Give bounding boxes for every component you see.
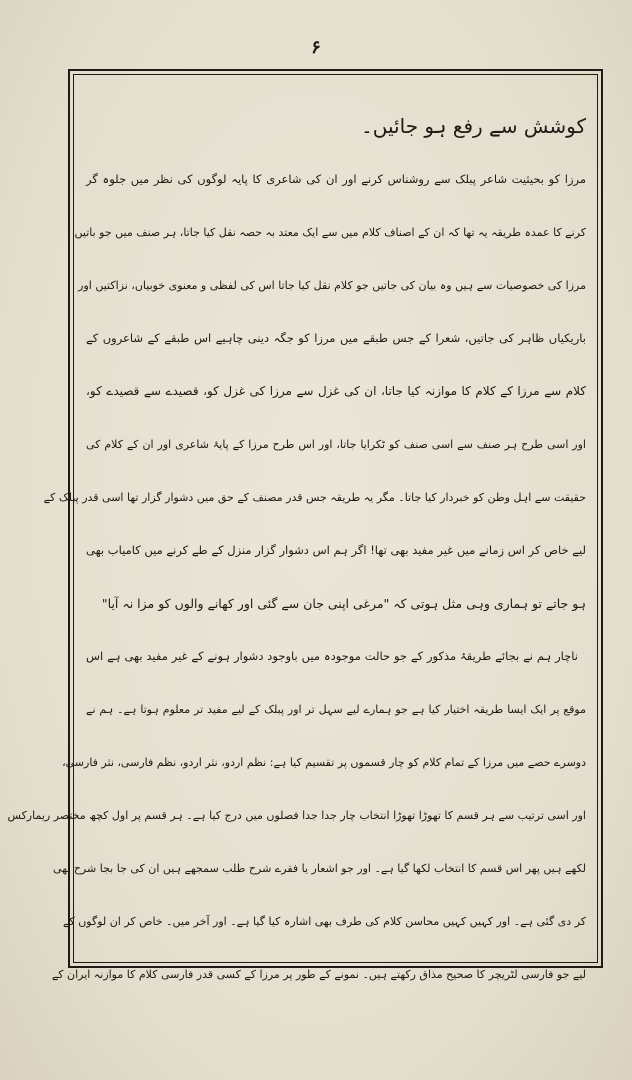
text-line: کرنے کا عمدہ طریقہ یہ تھا کہ ان کے اصناف کلام میں سے ایک معتد بہ حصہ نقل کیا جاتا، ہر صنف میں جو باتیں xyxy=(74,226,586,239)
text-line: مرزا کو بحیثیت شاعر پبلک سے روشناس کرنے اور ان کی شاعری کا پایہ لوگوں کی نظر میں جلوہ گر xyxy=(86,172,586,186)
text-line: لکھے ہیں پھر اس قسم کا انتخاب لکھا گیا ہے۔ اور جو اشعار یا فقرے شرح طلب سمجھے ہیں ان کی جا بجا شرح بھی xyxy=(53,862,586,875)
text-line: دوسرے حصے میں مرزا کے تمام کلام کو چار قسموں پر تقسیم کیا ہے: نظم اردو، نثر اردو، نظم فارسی، نثر فارسی، xyxy=(62,756,586,769)
text-line: حقیقت سے اہل وطن کو خبردار کیا جاتا۔ مگر یہ طریقہ جس قدر مصنف کے حق میں دشوار گزار تھا اسی قدر پبلک کے xyxy=(43,491,586,504)
text-line: لیے جو فارسی لٹریچر کا صحیح مذاق رکھتے ہیں۔ نمونے کے طور پر مرزا کے کسی قدر فارسی کلام کا موازنہ ایران کے xyxy=(51,968,586,981)
text-line: کلام سے مرزا کے کلام کا موازنہ کیا جاتا، ان کی غزل سے مرزا کی غزل کو، قصیدے سے قصیدے کو، xyxy=(86,384,586,398)
text-line: مرزا کی خصوصیات سے ہیں وہ بیان کی جاتیں جو کلام نقل کیا جاتا اس کی لفظی و معنوی خوبیاں، نزاکتیں اور xyxy=(78,279,586,292)
text-line: لیے خاص کر اس زمانے میں غیر مفید بھی تھا! اگر ہم اس دشوار گزار منزل کے طے کرنے میں کامیاب بھی xyxy=(86,543,586,557)
text-line: موقع پر ایک ایسا طریقہ اختیار کیا ہے جو ہمارے لیے سہل تر اور پبلک کے لیے مفید تر معلوم ہوتا ہے۔ ہم نے xyxy=(86,703,586,716)
text-line: کوشش سے رفع ہو جائیں۔ xyxy=(361,114,586,138)
text-line: اور اسی طرح ہر صنف سے اسی صنف کو ٹکرایا جاتا، اور اس طرح مرزا کے پایۂ شاعری اور ان کے کلام کی xyxy=(86,438,586,451)
text-line: باریکیاں ظاہر کی جاتیں، شعرا کے جس طبقے میں مرزا کو جگہ دینی چاہیے اس طبقے کے شاعروں کے xyxy=(86,331,586,345)
text-line: کر دی گئی ہے۔ اور کہیں کہیں محاسن کلام کی طرف بھی اشارہ کیا گیا ہے۔ اور آخر میں۔ خاص کر ان لوگوں کے xyxy=(63,915,586,928)
page-number: ۶ xyxy=(311,37,321,58)
text-line: ہو جاتے تو ہماری وہی مثل ہوتی کہ "مرغی اپنی جان سے گئی اور کھانے والوں کو مزا نہ آیا" xyxy=(101,596,586,611)
body-text xyxy=(7,100,586,1001)
text-line: ناچار ہم نے بجائے طریقۂ مذکور کے جو حالت موجودہ میں باوجود دشوار ہونے کے غیر مفید بھی ہے اس xyxy=(86,649,578,663)
text-line: اور اسی ترتیب سے ہر قسم کا تھوڑا تھوڑا انتخاب چار جدا جدا فصلوں میں درج کیا ہے۔ ہر قسم پر اول کچھ مختصر ریمارکس xyxy=(7,809,586,822)
